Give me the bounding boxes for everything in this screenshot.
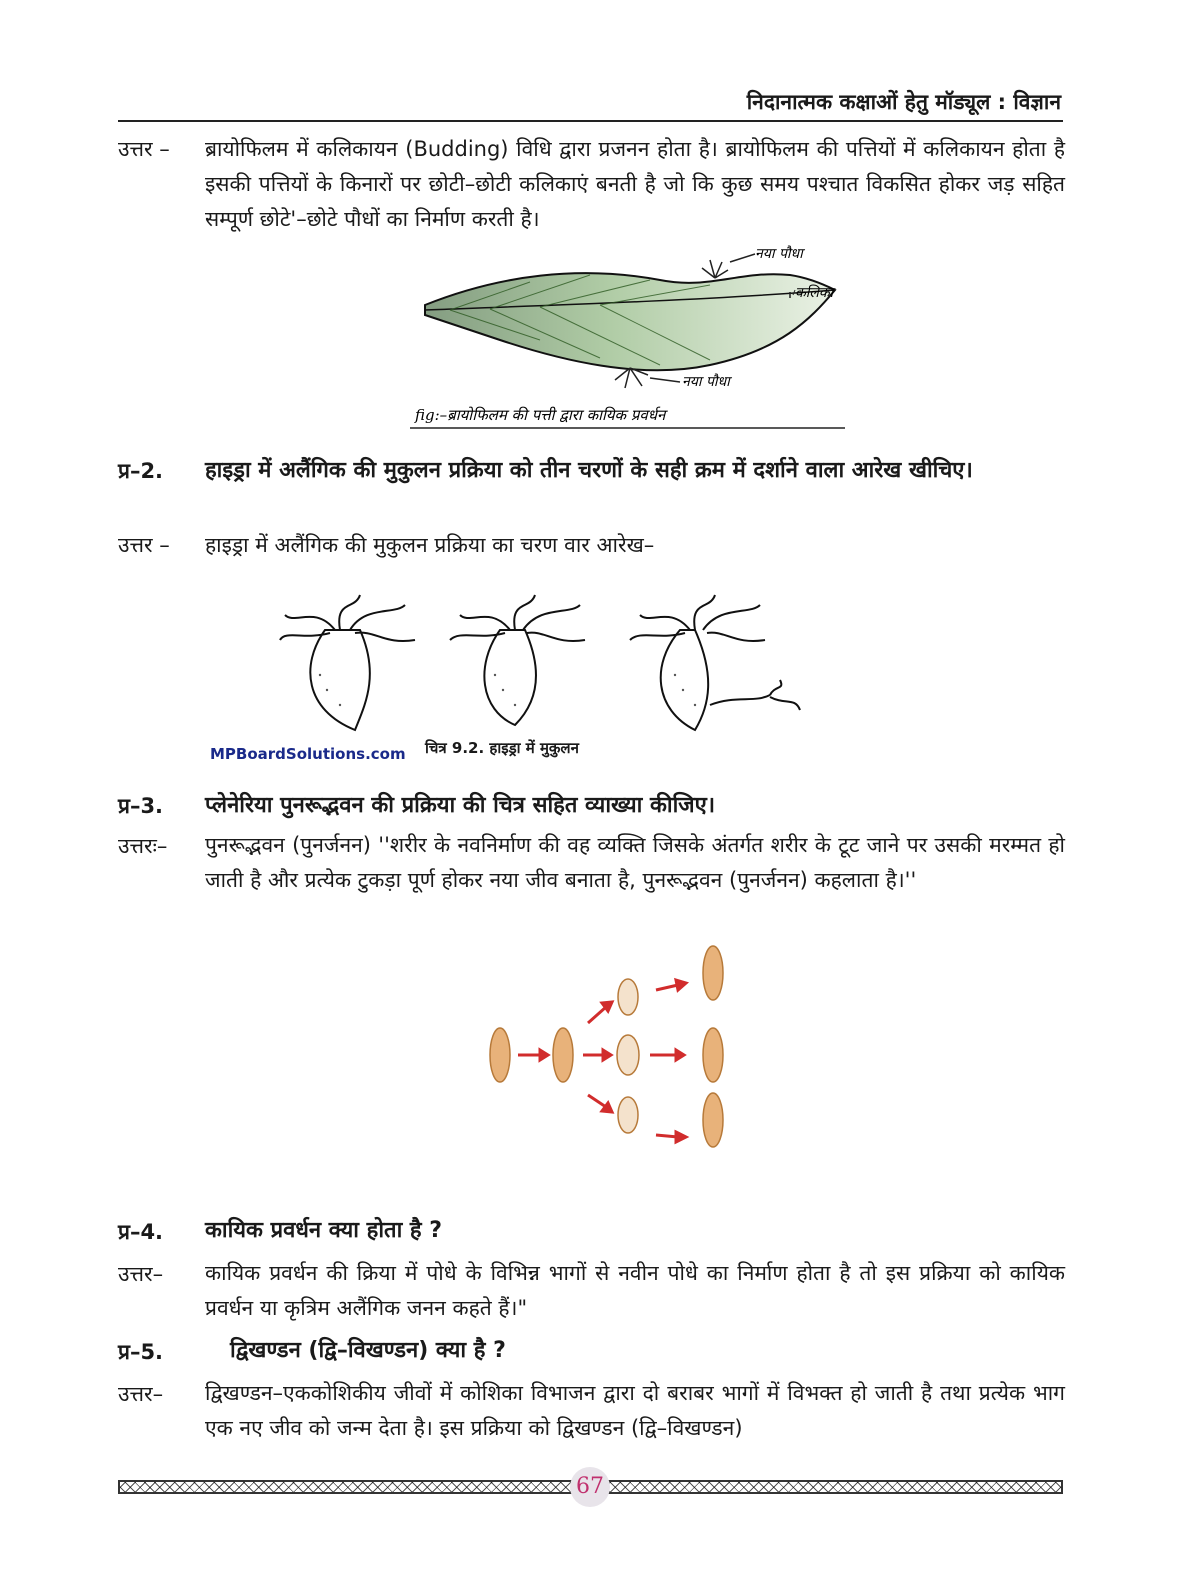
hydra-stage-3 bbox=[661, 630, 708, 730]
label-bud: कलिका bbox=[795, 285, 834, 301]
page-number: 67 bbox=[570, 1467, 610, 1507]
question-label-2: प्र–2. bbox=[118, 459, 164, 483]
planaria-regenerated-top bbox=[703, 946, 723, 1000]
hydra-stage-1 bbox=[310, 630, 370, 730]
figure1-caption: fig:–ब्रायोफिलम की पत्ती द्वारा कायिक प्रवर्धन bbox=[415, 406, 666, 424]
planaria-regenerated-bottom bbox=[703, 1093, 723, 1147]
question-text-2: हाइड्रा में अलैंगिक की मुकुलन प्रक्रिया को तीन चरणों के सही क्रम में दर्शाने वाला आरेख खीचिए। bbox=[205, 458, 973, 483]
planaria-piece-mid bbox=[617, 1035, 639, 1075]
answer-label-4: उत्तर– bbox=[118, 1262, 164, 1286]
question-text-5: द्विखण्डन (द्वि–विखण्डन) क्या है ? bbox=[230, 1338, 506, 1363]
planaria-regeneration-figure bbox=[478, 945, 738, 1150]
hydra-stage-2 bbox=[484, 630, 536, 725]
label-new-plant-top: नया पौधा bbox=[755, 246, 803, 262]
question-label-3: प्र–3. bbox=[118, 794, 164, 818]
question-label-4: प्र–4. bbox=[118, 1220, 164, 1244]
hydra-budding-figure bbox=[265, 585, 825, 735]
figure2-caption: चित्र 9.2. हाइड्रा में मुकुलन bbox=[425, 739, 579, 757]
answer-label-3: उत्तरः– bbox=[118, 834, 168, 858]
planaria-piece-top bbox=[618, 979, 638, 1015]
answer-label-2: उत्तर – bbox=[118, 533, 170, 557]
label-new-plant-bottom: नया पौधा bbox=[682, 374, 730, 390]
answer-text-4: कायिक प्रवर्धन की क्रिया में पोधे के विभिन्न भागों से नवीन पोधे का निर्माण होता है तो इस प्रक्रिया को कायिक प्रवर्धन या कृत्रिम अलैंगिक जनन कहते हैं।" bbox=[205, 1261, 1065, 1320]
watermark-text: MPBoardSolutions.com bbox=[210, 745, 406, 763]
question-text-3: प्लेनेरिया पुनरूद्भवन की प्रक्रिया की चित्र सहित व्याख्या कीजिए। bbox=[205, 793, 716, 818]
answer-text-5: द्विखण्डन–एककोशिकीय जीवों में कोशिका विभाजन द्वारा दो बराबर भागों में विभक्त हो जाती है तथा प्रत्येक भाग एक नए जीव को जन्म देता है। इस प्रक्रिया को द्विखण्डन (द्वि–विखण्डन) bbox=[205, 1381, 1065, 1440]
new-plant-top-drawing bbox=[702, 260, 728, 278]
question-label-5: प्र–5. bbox=[118, 1340, 164, 1364]
planaria-whole bbox=[490, 1028, 510, 1082]
planaria-piece-bottom bbox=[618, 1097, 638, 1133]
answer-text-2: हाइड्रा में अलैंगिक की मुकुलन प्रक्रिया का चरण वार आरेख– bbox=[205, 533, 655, 557]
header-rule bbox=[118, 120, 1063, 122]
question-text-4: कायिक प्रवर्धन क्या होता है ? bbox=[205, 1218, 443, 1243]
bryophyllum-leaf-figure bbox=[410, 240, 850, 435]
planaria-regenerated-mid bbox=[703, 1028, 723, 1082]
running-header: निदानात्मक कक्षाओं हेतु मॉड्यूल : विज्ञान bbox=[746, 90, 1061, 114]
planaria-cut bbox=[553, 1028, 573, 1082]
answer-label-5: उत्तर– bbox=[118, 1382, 164, 1406]
answer-text-1: ब्रायोफिलम में कलिकायन (Budding) विधि द्वारा प्रजनन होता है। ब्रायोफिलम की पत्तियों में कलिकायन होता है इसकी पत्तियों के किनारों पर छोटी–छोटी कलिकाएं बनती है जो कि कुछ समय पश्चात विकसित होकर जड़ सहित सम्पूर्ण छोटे'–छोटे पौधों का निर्माण करती है। bbox=[205, 137, 1065, 231]
answer-label-1: उत्तर – bbox=[118, 137, 170, 161]
new-plant-bottom-drawing bbox=[615, 368, 648, 388]
answer-text-3: पुनरूद्भवन (पुनर्जनन) ''शरीर के नवनिर्माण की वह व्यक्ति जिसके अंतर्गत शरीर के टूट जाने पर उसकी मरम्मत हो जाती है और प्रत्येक टुकड़ा पूर्ण होकर नया जीव बनाता है, पुनरूद्भवन (पुनर्जनन) कहलाता है।'' bbox=[205, 833, 1065, 892]
